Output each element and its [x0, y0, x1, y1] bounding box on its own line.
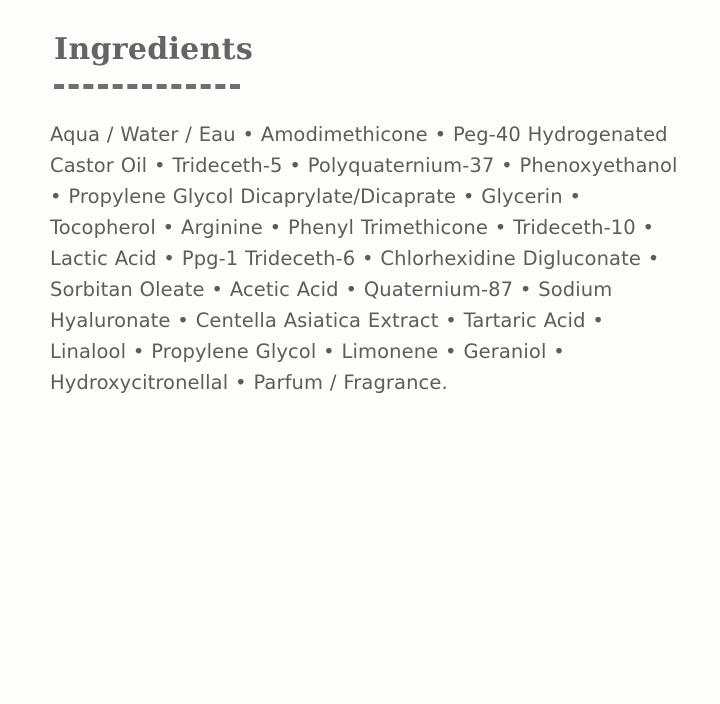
- page-title: Ingredients: [54, 32, 254, 67]
- dashed-divider: [54, 84, 240, 89]
- ingredients-body-text: Aqua / Water / Eau • Amodimethicone • Peg-40 Hydrogenated Castor Oil • Trideceth-5 • Polyquaternium-37 • Phenoxyethanol • Propylene Glycol Dicaprylate/Dicaprate • Glycerin • Tocopherol • Arginine • Phenyl Trimethicone • Trideceth-10 • Lactic Acid • Ppg-1 Trideceth-6 • Chlorhexidine Digluconate • Sorbitan Oleate • Acetic Acid • Quaternium-87 • Sodium Hyaluronate • Centella Asiatica Extract • Tartaric Acid • Linalool • Propylene Glycol • Limonene • Geraniol • Hydroxycitronellal • Parfum / Fragrance.: [50, 123, 678, 394]
